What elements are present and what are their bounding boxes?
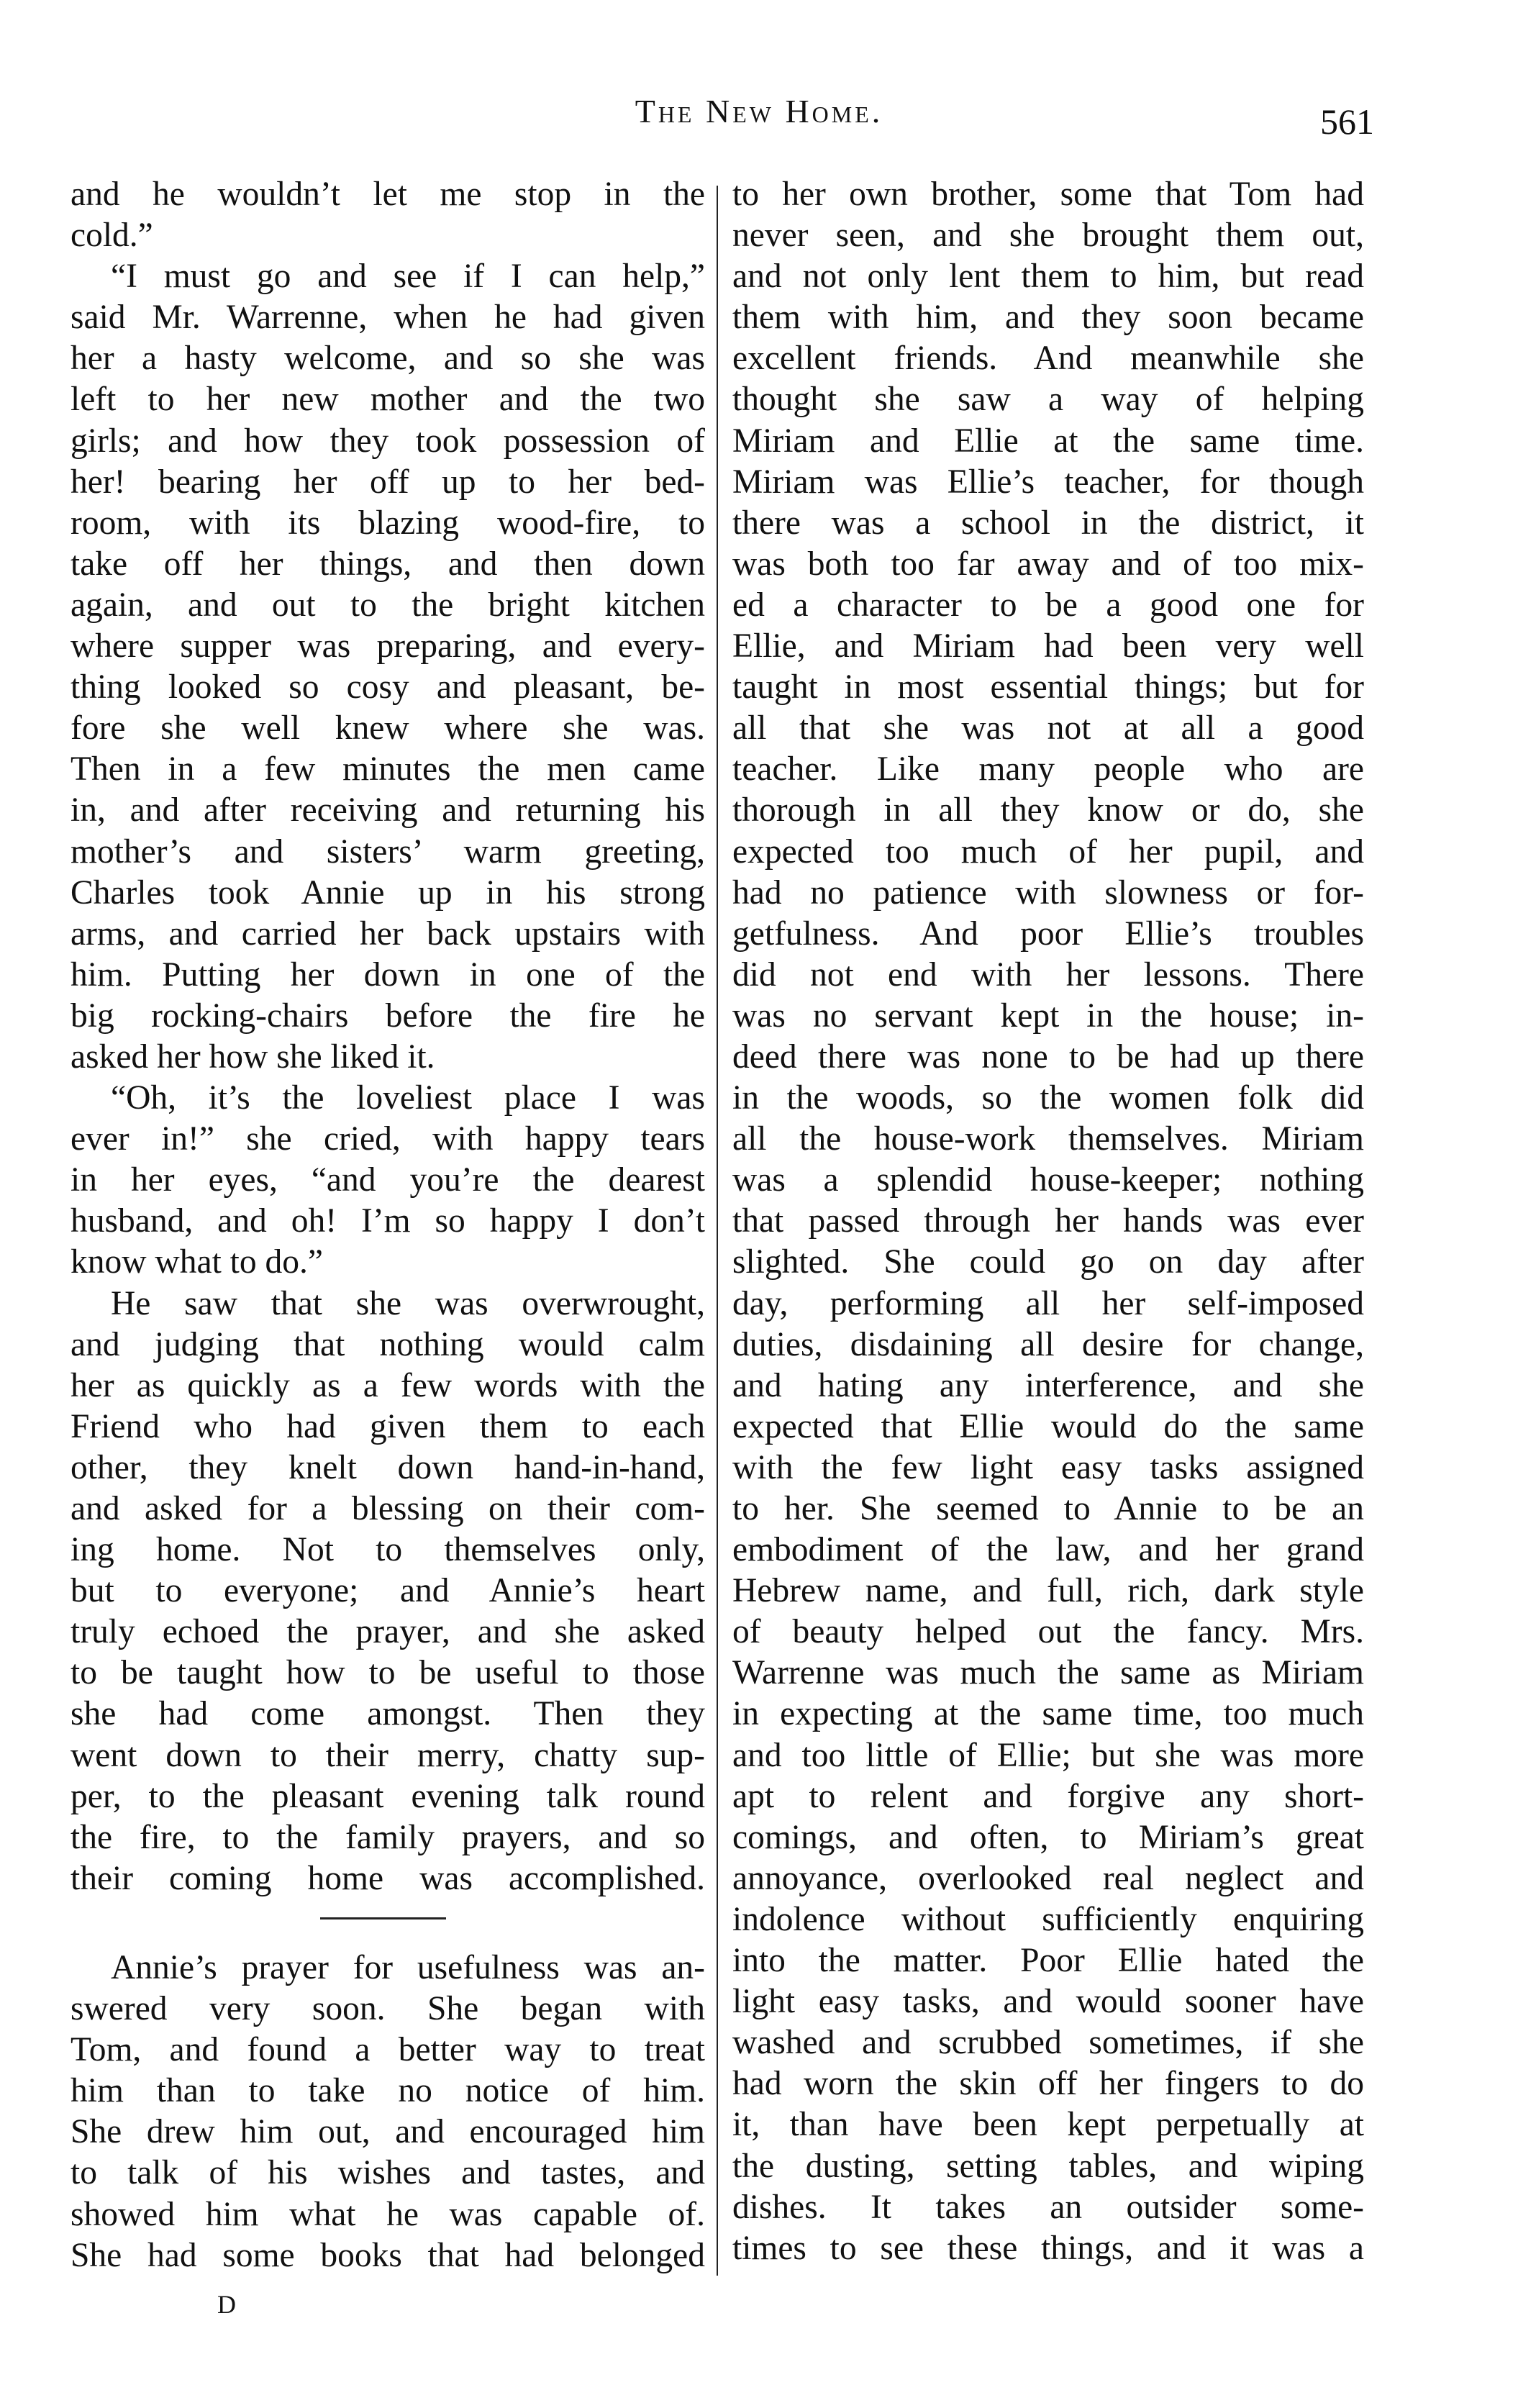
text-line: and he wouldn’t let me stop in the <box>71 176 705 213</box>
text-line: to talk of his wishes and tastes, and <box>71 2154 705 2192</box>
text-line: light easy tasks, and would sooner have <box>732 1983 1364 2021</box>
left-column-continued <box>71 1948 705 2276</box>
text-line: and asked for a blessing on their com- <box>71 1490 705 1527</box>
text-line: was no servant kept in the house; in- <box>732 996 1364 1035</box>
left-column <box>71 174 705 1899</box>
text-line: the fire, to the family prayers, and so <box>71 1818 705 1856</box>
text-line: all the house-work themselves. Miriam <box>732 1120 1364 1158</box>
text-line: to be taught how to be useful to those <box>71 1654 705 1692</box>
text-line: ed a character to be a good one for <box>732 586 1364 624</box>
text-line: Then in a few minutes the men came <box>71 750 705 789</box>
text-line: Friend who had given them to each <box>71 1407 705 1445</box>
text-line: truly echoed the prayer, and she asked <box>71 1613 705 1651</box>
text-line: went down to their merry, chatty sup- <box>71 1736 705 1774</box>
text-line: and not only lent them to him, but read <box>732 258 1364 296</box>
text-line: that passed through her hands was ever <box>732 1202 1364 1240</box>
text-line: mother’s and sisters’ warm greeting, <box>71 832 705 871</box>
column-rule <box>717 186 718 2276</box>
text-line: She drew him out, and encouraged him <box>71 2113 705 2151</box>
text-line: take off her things, and then down <box>71 545 705 583</box>
text-line: never seen, and she brought them out, <box>732 217 1364 255</box>
text-line: him than to take no notice of him. <box>71 2072 705 2110</box>
text-line: Tom, and found a better way to treat <box>71 2031 705 2069</box>
text-line: “I must go and see if I can help,” <box>111 258 705 296</box>
text-line: her a hasty welcome, and so she was <box>71 340 705 378</box>
text-line: “Oh, it’s the loveliest place I was <box>111 1079 705 1117</box>
text-line: thorough in all they know or do, she <box>732 791 1364 830</box>
text-line: He saw that she was overwrought, <box>111 1284 705 1322</box>
text-line: Miriam was Ellie’s teacher, for though <box>732 463 1364 501</box>
text-line: left to her new mother and the two <box>71 381 705 419</box>
text-line: them with him, and they soon became <box>732 299 1364 337</box>
text-line: into the matter. Poor Ellie hated the <box>732 1942 1364 1980</box>
text-line: thing looked so cosy and pleasant, be- <box>71 668 705 707</box>
page-number: 561 <box>1320 101 1374 142</box>
text-line: but to everyone; and Annie’s heart <box>71 1572 705 1610</box>
text-line: to her. She seemed to Annie to be an <box>732 1490 1364 1527</box>
text-line: in the woods, so the women folk did <box>732 1079 1364 1117</box>
text-line: times to see these things, and it was a <box>732 2229 1364 2267</box>
text-line: in her eyes, “and you’re the dearest <box>71 1161 705 1199</box>
text-line: slighted. She could go on day after <box>732 1243 1364 1281</box>
text-line: cold.” <box>71 217 153 255</box>
text-line: indolence without sufficiently enquiring <box>732 1900 1364 1938</box>
text-line: had no patience with slowness or for- <box>732 873 1364 912</box>
signature-mark: D <box>217 2290 236 2319</box>
text-line: there was a school in the district, it <box>732 504 1364 542</box>
text-line: her! bearing her off up to her bed- <box>71 463 705 501</box>
text-line: room, with its blazing wood-fire, to <box>71 504 705 542</box>
text-line: the dusting, setting tables, and wiping <box>732 2147 1364 2185</box>
text-line: expected that Ellie would do the same <box>732 1407 1364 1445</box>
text-line: duties, disdaining all desire for change, <box>732 1325 1364 1363</box>
text-line: was a splendid house-keeper; nothing <box>732 1161 1364 1199</box>
text-line: Warrenne was much the same as Miriam <box>732 1654 1364 1692</box>
section-divider <box>320 1917 446 1919</box>
text-line: her as quickly as a few words with the <box>71 1366 705 1404</box>
text-line: where supper was preparing, and every- <box>71 627 705 665</box>
text-line: it, than have been kept perpetually at <box>732 2106 1364 2144</box>
text-line: did not end with her lessons. There <box>732 955 1364 994</box>
text-line: per, to the pleasant evening talk round <box>71 1777 705 1815</box>
text-line: had worn the skin off her fingers to do <box>732 2065 1364 2103</box>
text-line: all that she was not at all a good <box>732 709 1364 748</box>
text-line: fore she well knew where she was. <box>71 709 705 748</box>
text-line: Charles took Annie up in his strong <box>71 873 705 912</box>
text-line: excellent friends. And meanwhile she <box>732 340 1364 378</box>
text-line: know what to do.” <box>71 1243 323 1281</box>
text-line: and too little of Ellie; but she was more <box>732 1736 1364 1774</box>
running-header-title: The New Home. <box>635 93 883 130</box>
text-line: asked her how she liked it. <box>71 1037 435 1076</box>
text-line: taught in most essential things; but for <box>732 668 1364 707</box>
text-line: to her own brother, some that Tom had <box>732 176 1364 213</box>
text-line: Annie’s prayer for usefulness was an- <box>111 1949 705 1986</box>
text-line: teacher. Like many people who are <box>732 750 1364 789</box>
text-line: embodiment of the law, and her grand <box>732 1531 1364 1569</box>
text-line: Hebrew name, and full, rich, dark style <box>732 1572 1364 1610</box>
text-line: girls; and how they took possession of <box>71 422 705 460</box>
text-line: him. Putting her down in one of the <box>71 955 705 994</box>
text-line: in expecting at the same time, too much <box>732 1695 1364 1733</box>
right-column <box>732 174 1364 2269</box>
text-line: was both too far away and of too mix- <box>732 545 1364 583</box>
text-line: swered very soon. She began with <box>71 1990 705 2028</box>
text-line: washed and scrubbed sometimes, if she <box>732 2024 1364 2062</box>
text-line: dishes. It takes an outsider some- <box>732 2188 1364 2226</box>
text-line: in, and after receiving and returning his <box>71 791 705 830</box>
text-line: husband, and oh! I’m so happy I don’t <box>71 1202 705 1240</box>
text-line: with the few light easy tasks assigned <box>732 1448 1364 1486</box>
text-line: ing home. Not to themselves only, <box>71 1531 705 1569</box>
text-line: again, and out to the bright kitchen <box>71 586 705 624</box>
text-line: day, performing all her self-imposed <box>732 1284 1364 1322</box>
text-line: showed him what he was capable of. <box>71 2195 705 2233</box>
text-line: big rocking-chairs before the fire he <box>71 996 705 1035</box>
text-line: comings, and often, to Miriam’s great <box>732 1818 1364 1856</box>
text-line: Ellie, and Miriam had been very well <box>732 627 1364 665</box>
text-line: She had some books that had belonged <box>71 2236 705 2274</box>
text-line: Miriam and Ellie at the same time. <box>732 422 1364 460</box>
text-line: of beauty helped out the fancy. Mrs. <box>732 1613 1364 1651</box>
text-line: thought she saw a way of helping <box>732 381 1364 419</box>
text-line: apt to relent and forgive any short- <box>732 1777 1364 1815</box>
text-line: getfulness. And poor Ellie’s troubles <box>732 914 1364 953</box>
text-line: their coming home was accomplished. <box>71 1859 705 1897</box>
text-line: said Mr. Warrenne, when he had given <box>71 299 705 337</box>
text-line: and judging that nothing would calm <box>71 1325 705 1363</box>
text-line: and hating any interference, and she <box>732 1366 1364 1404</box>
text-line: other, they knelt down hand-in-hand, <box>71 1448 705 1486</box>
text-line: deed there was none to be had up there <box>732 1037 1364 1076</box>
text-line: arms, and carried her back upstairs with <box>71 914 705 953</box>
text-line: expected too much of her pupil, and <box>732 832 1364 871</box>
text-line: ever in!” she cried, with happy tears <box>71 1120 705 1158</box>
text-line: she had come amongst. Then they <box>71 1695 705 1733</box>
text-line: annoyance, overlooked real neglect and <box>732 1859 1364 1897</box>
